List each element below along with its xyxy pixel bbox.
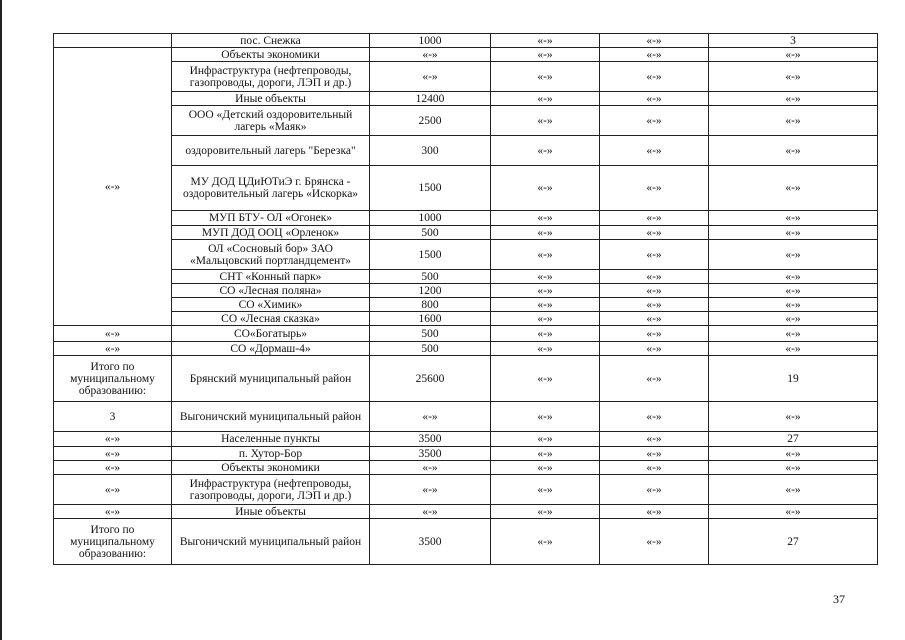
value-cell: «-» [491,136,600,166]
row-group-cell: «-» [54,461,172,475]
value-cell: «-» [600,432,709,447]
row-group-cell [54,34,172,48]
object-name-cell: Выгоничский муниципальный район [172,402,370,432]
value-cell: «-» [709,402,878,432]
object-name-cell: СО «Химик» [172,298,370,312]
number-cell: 3500 [370,432,491,447]
value-cell: «-» [491,92,600,106]
value-cell: «-» [709,342,878,356]
row-group-cell: «-» [54,447,172,461]
value-cell: «-» [600,106,709,136]
object-name-cell: СО «Лесная поляна» [172,284,370,298]
table-row [54,298,878,312]
value-cell: «-» [600,298,709,312]
table-row [54,226,878,240]
value-cell: «-» [600,34,709,48]
value-cell: «-» [709,505,878,519]
table-row [54,519,878,565]
value-cell: «-» [709,298,878,312]
number-cell: 300 [370,136,491,166]
object-name-cell: СО«Богатырь» [172,326,370,342]
value-cell: «-» [709,461,878,475]
object-name-cell: Объекты экономики [172,461,370,475]
value-cell: «-» [600,356,709,402]
page-number: 37 [833,592,845,606]
value-cell: «-» [491,505,600,519]
value-cell: «-» [491,48,600,62]
object-name-cell: Населенные пункты [172,432,370,447]
row-group-cell: 3 [54,402,172,432]
value-cell: «-» [600,402,709,432]
value-cell: «-» [491,211,600,226]
value-cell: «-» [600,92,709,106]
value-cell: 27 [709,432,878,447]
number-cell: «-» [370,475,491,505]
value-cell: «-» [600,270,709,284]
value-cell: «-» [709,166,878,211]
value-cell: «-» [709,62,878,92]
object-name-cell: МУП ДОД ООЦ «Орленок» [172,226,370,240]
number-cell: 12400 [370,92,491,106]
value-cell: «-» [600,505,709,519]
value-cell: «-» [491,298,600,312]
number-cell: «-» [370,461,491,475]
value-cell: «-» [600,166,709,211]
value-cell: «-» [709,136,878,166]
value-cell: «-» [709,92,878,106]
value-cell: «-» [600,519,709,565]
value-cell: «-» [600,136,709,166]
value-cell: «-» [600,48,709,62]
page-left-edge [0,0,2,640]
number-cell: 1500 [370,166,491,211]
value-cell: «-» [491,432,600,447]
table-row [54,240,878,270]
object-name-cell: Инфраструктура (нефтепроводы, газопроводы, дороги, ЛЭП и др.) [172,62,370,92]
number-cell: 500 [370,226,491,240]
table-row [54,106,878,136]
value-cell: «-» [491,284,600,298]
object-name-cell: СО «Дормаш-4» [172,342,370,356]
row-group-cell: «-» [54,432,172,447]
value-cell: 3 [709,34,878,48]
value-cell: «-» [600,62,709,92]
value-cell: «-» [491,519,600,565]
value-cell: «-» [709,475,878,505]
number-cell: 1500 [370,240,491,270]
object-name-cell: СНТ «Конный парк» [172,270,370,284]
value-cell: «-» [709,270,878,284]
value-cell: «-» [600,447,709,461]
row-group-cell: «-» [54,475,172,505]
object-name-cell: ООО «Детский оздоровительный лагерь «Маяк» [172,106,370,136]
table-row [54,62,878,92]
value-cell: «-» [491,226,600,240]
table-row [54,461,878,475]
number-cell: «-» [370,505,491,519]
number-cell: 3500 [370,519,491,565]
value-cell: «-» [600,475,709,505]
object-name-cell: ОЛ «Сосновый бор» ЗАО «Мальцовский портландцемент» [172,240,370,270]
value-cell: «-» [600,312,709,326]
number-cell: 1200 [370,284,491,298]
number-cell: 500 [370,326,491,342]
table-row [54,432,878,447]
value-cell: «-» [491,34,600,48]
value-cell: «-» [600,461,709,475]
value-cell: «-» [709,326,878,342]
value-cell: 27 [709,519,878,565]
object-name-cell: пос. Снежка [172,34,370,48]
value-cell: «-» [491,312,600,326]
value-cell: «-» [491,402,600,432]
row-group-cell: «-» [54,505,172,519]
value-cell: «-» [709,48,878,62]
value-cell: «-» [709,284,878,298]
number-cell: 3500 [370,447,491,461]
object-name-cell: оздоровительный лагерь "Березка" [172,136,370,166]
number-cell: 500 [370,270,491,284]
value-cell: «-» [600,211,709,226]
table-row [54,270,878,284]
table-row [54,402,878,432]
value-cell: «-» [709,447,878,461]
value-cell: «-» [600,326,709,342]
table-body [54,34,878,565]
row-group-cell: «-» [54,48,172,326]
value-cell: «-» [491,342,600,356]
value-cell: «-» [709,312,878,326]
object-name-cell: Выгоничский муниципальный район [172,519,370,565]
object-name-cell: МУП БТУ- ОЛ «Огонек» [172,211,370,226]
table-row [54,312,878,326]
number-cell: «-» [370,402,491,432]
number-cell: 25600 [370,356,491,402]
number-cell: 2500 [370,106,491,136]
value-cell: 19 [709,356,878,402]
value-cell: «-» [491,461,600,475]
number-cell: «-» [370,48,491,62]
table-row [54,505,878,519]
row-group-cell: Итого по муниципальному образованию: [54,356,172,402]
row-group-cell: Итого по муниципальному образованию: [54,519,172,565]
object-name-cell: п. Хутор-Бор [172,447,370,461]
table-row [54,447,878,461]
object-name-cell: СО «Лесная сказка» [172,312,370,326]
value-cell: «-» [709,106,878,136]
table-row [54,136,878,166]
table-row [54,92,878,106]
value-cell: «-» [491,447,600,461]
value-cell: «-» [600,240,709,270]
value-cell: «-» [709,226,878,240]
value-cell: «-» [600,284,709,298]
table-row [54,342,878,356]
number-cell: 500 [370,342,491,356]
table-row [54,284,878,298]
object-name-cell: Объекты экономики [172,48,370,62]
value-cell: «-» [491,166,600,211]
row-group-cell: «-» [54,342,172,356]
object-name-cell: МУ ДОД ЦДиЮТиЭ г. Брянска - оздоровительный лагерь «Искорка» [172,166,370,211]
value-cell: «-» [600,226,709,240]
table-row [54,34,878,48]
number-cell: 1600 [370,312,491,326]
object-name-cell: Иные объекты [172,505,370,519]
value-cell: «-» [491,270,600,284]
value-cell: «-» [600,342,709,356]
table-row [54,326,878,342]
table-row [54,166,878,211]
value-cell: «-» [709,211,878,226]
value-cell: «-» [491,62,600,92]
value-cell: «-» [491,106,600,136]
number-cell: «-» [370,62,491,92]
number-cell: 800 [370,298,491,312]
table-row [54,48,878,62]
table-row [54,475,878,505]
table-row [54,356,878,402]
value-cell: «-» [491,356,600,402]
number-cell: 1000 [370,211,491,226]
object-name-cell: Инфраструктура (нефтепроводы, газопроводы, дороги, ЛЭП и др.) [172,475,370,505]
table-row [54,211,878,226]
data-table [53,33,878,565]
object-name-cell: Брянский муниципальный район [172,356,370,402]
number-cell: 1000 [370,34,491,48]
value-cell: «-» [709,240,878,270]
row-group-cell: «-» [54,326,172,342]
value-cell: «-» [491,326,600,342]
value-cell: «-» [491,240,600,270]
value-cell: «-» [491,475,600,505]
object-name-cell: Иные объекты [172,92,370,106]
